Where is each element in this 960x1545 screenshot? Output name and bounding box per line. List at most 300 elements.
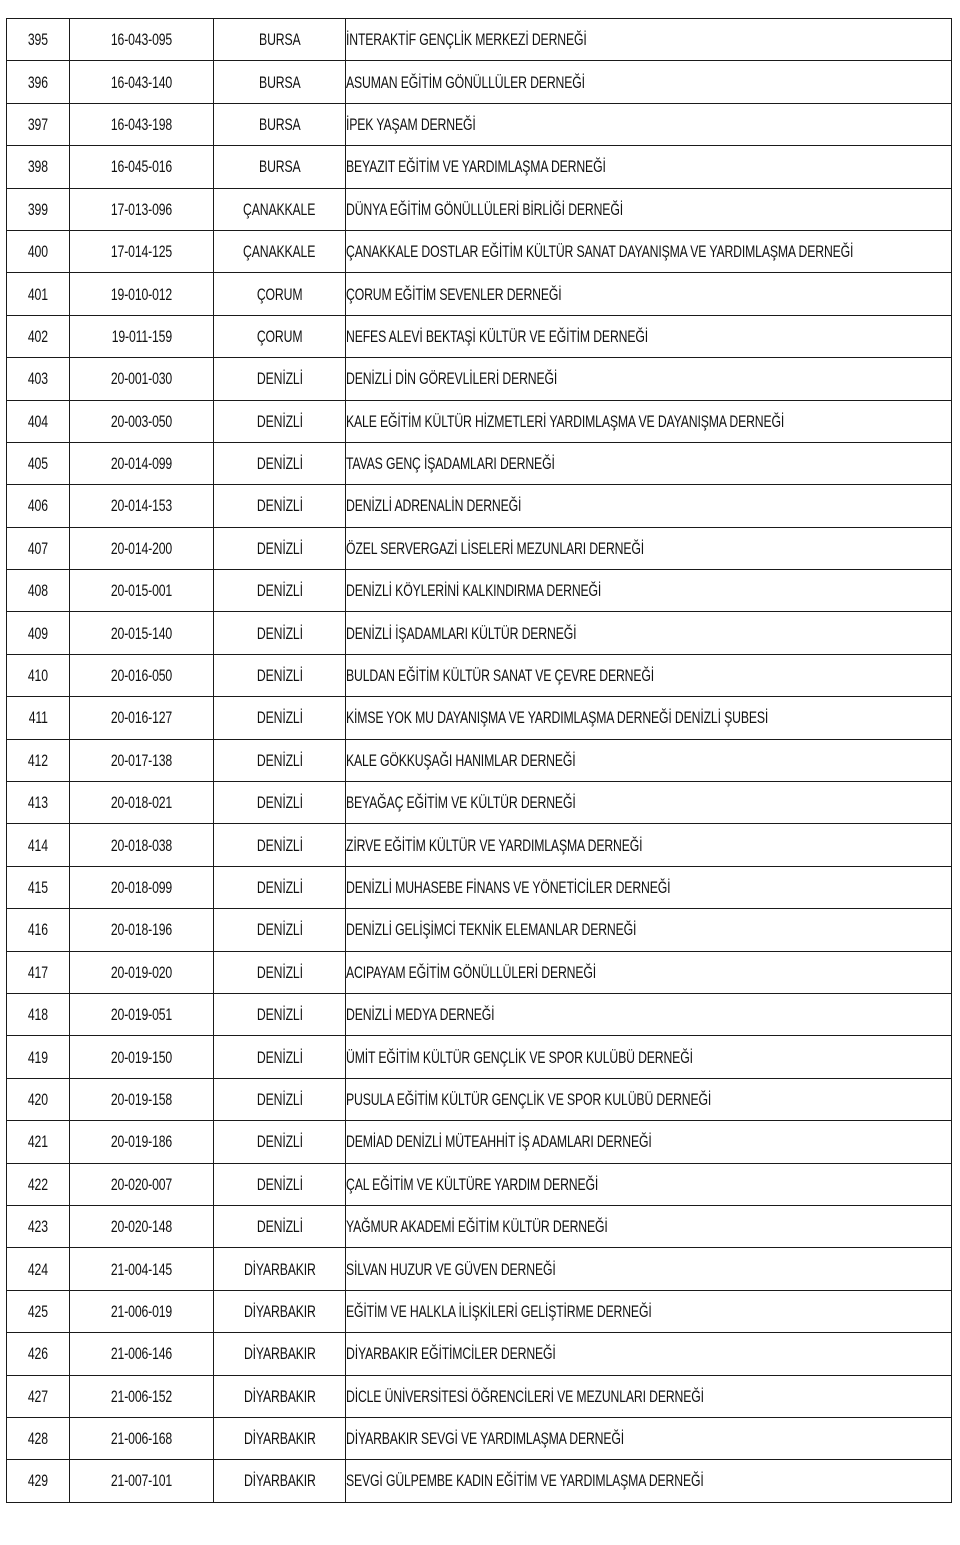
association-name-text: ÜMİT EĞİTİM KÜLTÜR GENÇLİK VE SPOR KULÜBÜ DERNEĞİ (346, 1047, 693, 1067)
association-name-text: DENİZLİ MEDYA DERNEĞİ (346, 1005, 495, 1025)
registry-code-text: 20-019-150 (110, 1047, 173, 1067)
row-number-text: 411 (28, 708, 48, 728)
registry-code-cell (70, 527, 214, 569)
association-name-cell (346, 400, 952, 442)
row-number-text: 415 (27, 878, 48, 897)
table-row (7, 993, 952, 1035)
association-name-cell (346, 739, 952, 781)
city-text: DENİZLİ (256, 1174, 303, 1194)
association-name-cell (346, 782, 952, 824)
association-name-cell (346, 612, 952, 654)
association-name-text: DİCLE ÜNİVERSİTESİ ÖĞRENCİLERİ VE MEZUNLARI DERNEĞİ (346, 1386, 704, 1406)
city-text: DENİZLİ (256, 793, 303, 813)
association-name-text: PUSULA EĞİTİM KÜLTÜR GENÇLİK VE SPOR KULÜBÜ DERNEĞİ (346, 1089, 712, 1109)
registry-code-cell (70, 1460, 214, 1502)
city-cell (214, 570, 346, 612)
city-text: DENİZLİ (256, 878, 303, 897)
city-cell (214, 951, 346, 993)
row-number-text: 418 (27, 1005, 48, 1025)
registry-code-text: 20-018-021 (110, 793, 173, 813)
table-row (7, 739, 952, 781)
city-cell (214, 866, 346, 908)
row-number-text: 426 (27, 1344, 48, 1364)
registry-code-text: 20-019-186 (110, 1132, 173, 1152)
association-name-text: ACIPAYAM EĞİTİM GÖNÜLLÜLERİ DERNEĞİ (346, 962, 597, 982)
row-number-cell (7, 527, 70, 569)
registry-code-cell (70, 273, 214, 315)
city-cell (214, 273, 346, 315)
row-number-text: 404 (27, 411, 48, 431)
registry-code-text: 17-014-125 (110, 242, 173, 262)
row-number-cell (7, 19, 70, 61)
table-row (7, 315, 952, 357)
table-row (7, 697, 952, 739)
association-name-text: KİMSE YOK MU DAYANIŞMA VE YARDIMLAŞMA DERNEĞİ DENİZLİ ŞUBESİ (346, 708, 769, 728)
association-name-text: ÖZEL SERVERGAZİ LİSELERİ MEZUNLARI DERNEĞİ (346, 538, 644, 558)
city-cell (214, 1460, 346, 1502)
association-name-text: ÇORUM EĞİTİM SEVENLER DERNEĞİ (346, 284, 562, 304)
registry-code-text: 21-006-019 (110, 1301, 173, 1321)
registry-code-text: 20-001-030 (110, 369, 173, 389)
association-name-text: NEFES ALEVİ BEKTAŞİ KÜLTÜR VE EĞİTİM DERNEĞİ (346, 326, 649, 346)
table-row (7, 1036, 952, 1078)
registry-code-cell (70, 1078, 214, 1120)
city-text: DENİZLİ (256, 369, 303, 389)
table-row (7, 230, 952, 272)
registry-code-text: 20-003-050 (110, 411, 173, 431)
row-number-text: 408 (27, 581, 48, 601)
row-number-cell (7, 146, 70, 188)
city-text: DENİZLİ (256, 1132, 303, 1152)
city-cell (214, 358, 346, 400)
city-text: DENİZLİ (256, 1047, 303, 1067)
city-cell (214, 824, 346, 866)
city-cell (214, 1121, 346, 1163)
table-row (7, 1205, 952, 1247)
registry-code-cell (70, 103, 214, 145)
row-number-text: 422 (27, 1174, 48, 1194)
table-row (7, 1163, 952, 1205)
registry-code-text: 20-017-138 (110, 750, 173, 770)
city-text: DENİZLİ (256, 538, 303, 558)
registry-code-text: 21-007-101 (110, 1471, 173, 1491)
row-number-cell (7, 315, 70, 357)
registry-code-text: 21-006-168 (110, 1429, 173, 1449)
city-text: DENİZLİ (256, 623, 303, 643)
registry-code-text: 20-020-148 (110, 1217, 173, 1237)
registry-code-cell (70, 909, 214, 951)
registry-code-cell (70, 654, 214, 696)
registry-code-cell (70, 1290, 214, 1332)
city-text: DİYARBAKIR (243, 1259, 316, 1279)
row-number-text: 429 (27, 1471, 48, 1491)
registry-code-cell (70, 612, 214, 654)
table-row (7, 400, 952, 442)
city-text: DENİZLİ (256, 1217, 303, 1237)
row-number-text: 424 (27, 1259, 48, 1279)
city-text: BURSA (258, 72, 301, 92)
registry-code-text: 20-019-158 (110, 1089, 173, 1109)
row-number-text: 406 (27, 496, 48, 516)
association-name-cell (346, 1205, 952, 1247)
registry-code-text: 20-016-050 (110, 666, 173, 686)
city-cell (214, 527, 346, 569)
table-row (7, 1417, 952, 1459)
registry-code-cell (70, 400, 214, 442)
city-text: DİYARBAKIR (243, 1386, 316, 1406)
registry-code-text: 21-006-152 (110, 1386, 173, 1406)
city-cell (214, 697, 346, 739)
registry-code-cell (70, 358, 214, 400)
table-row (7, 358, 952, 400)
registry-code-cell (70, 570, 214, 612)
row-number-text: 428 (27, 1429, 48, 1449)
registry-code-cell (70, 188, 214, 230)
association-name-cell (346, 697, 952, 739)
city-cell (214, 103, 346, 145)
association-name-cell (346, 1375, 952, 1417)
association-name-text: ZİRVE EĞİTİM KÜLTÜR VE YARDIMLAŞMA DERNEĞİ (346, 835, 643, 855)
table-row (7, 1248, 952, 1290)
association-name-cell (346, 1460, 952, 1502)
city-text: DENİZLİ (256, 920, 303, 940)
row-number-text: 399 (27, 199, 48, 219)
registry-code-cell (70, 866, 214, 908)
city-text: ÇANAKKALE (243, 242, 316, 262)
row-number-text: 410 (27, 666, 48, 686)
association-name-cell (346, 866, 952, 908)
registry-code-cell (70, 1375, 214, 1417)
city-text: ÇORUM (256, 326, 303, 346)
registry-code-cell (70, 442, 214, 484)
association-name-text: DENİZLİ GELİŞİMCİ TEKNİK ELEMANLAR DERNEĞİ (346, 920, 637, 940)
row-number-text: 396 (27, 72, 48, 92)
registry-code-cell (70, 824, 214, 866)
registry-code-text: 20-019-020 (110, 962, 173, 982)
row-number-cell (7, 358, 70, 400)
registry-code-text: 20-014-099 (110, 454, 173, 474)
city-cell (214, 1375, 346, 1417)
association-name-cell (346, 230, 952, 272)
association-name-text: DEMİAD DENİZLİ MÜTEAHHİT İŞ ADAMLARI DERNEĞİ (346, 1132, 652, 1152)
row-number-cell (7, 273, 70, 315)
table-row (7, 146, 952, 188)
registry-code-text: 20-015-001 (110, 581, 173, 601)
row-number-text: 409 (27, 623, 48, 643)
table-row (7, 782, 952, 824)
association-name-text: EĞİTİM VE HALKLA İLİŞKİLERİ GELİŞTİRME DERNEĞİ (346, 1301, 652, 1321)
city-cell (214, 1417, 346, 1459)
registry-code-text: 20-014-153 (110, 496, 173, 516)
association-name-cell (346, 824, 952, 866)
registry-code-cell (70, 1333, 214, 1375)
registry-code-cell (70, 993, 214, 1035)
association-name-cell (346, 61, 952, 103)
table-row (7, 273, 952, 315)
registry-code-cell (70, 1248, 214, 1290)
city-text: DENİZLİ (256, 411, 303, 431)
row-number-text: 421 (27, 1132, 48, 1152)
row-number-cell (7, 1078, 70, 1120)
association-name-cell (346, 1078, 952, 1120)
row-number-cell (7, 1290, 70, 1332)
registry-code-text: 20-018-099 (110, 878, 173, 897)
city-cell (214, 1163, 346, 1205)
table-row (7, 1121, 952, 1163)
association-name-text: KALE EĞİTİM KÜLTÜR HİZMETLERİ YARDIMLAŞMA VE DAYANIŞMA DERNEĞİ (346, 411, 785, 431)
city-cell (214, 612, 346, 654)
row-number-cell (7, 866, 70, 908)
table-row (7, 1333, 952, 1375)
row-number-text: 427 (27, 1386, 48, 1406)
association-name-text: BEYAĞAÇ EĞİTİM VE KÜLTÜR DERNEĞİ (346, 793, 576, 813)
row-number-cell (7, 442, 70, 484)
row-number-cell (7, 612, 70, 654)
table-row (7, 1460, 952, 1502)
row-number-cell (7, 782, 70, 824)
city-cell (214, 909, 346, 951)
registry-code-text: 16-043-198 (110, 114, 173, 134)
association-name-cell (346, 951, 952, 993)
registry-code-cell (70, 951, 214, 993)
association-name-text: TAVAS GENÇ İŞADAMLARI DERNEĞİ (346, 454, 555, 474)
city-cell (214, 19, 346, 61)
row-number-cell (7, 1036, 70, 1078)
registry-code-text: 21-006-146 (110, 1344, 173, 1364)
table-row (7, 909, 952, 951)
registry-code-cell (70, 1163, 214, 1205)
row-number-text: 403 (27, 369, 48, 389)
association-name-cell (346, 1036, 952, 1078)
association-name-cell (346, 146, 952, 188)
registry-code-cell (70, 61, 214, 103)
row-number-cell (7, 61, 70, 103)
association-name-text: DENİZLİ DİN GÖREVLİLERİ DERNEĞİ (346, 369, 558, 389)
table-row (7, 824, 952, 866)
registry-code-text: 21-004-145 (110, 1259, 173, 1279)
table-row (7, 485, 952, 527)
city-cell (214, 1078, 346, 1120)
registry-code-cell (70, 1121, 214, 1163)
registry-code-cell (70, 697, 214, 739)
row-number-cell (7, 1121, 70, 1163)
city-text: BURSA (258, 157, 301, 177)
city-text: BURSA (258, 114, 301, 134)
city-text: DENİZLİ (256, 666, 303, 686)
city-text: DENİZLİ (256, 496, 303, 516)
row-number-cell (7, 697, 70, 739)
city-cell (214, 739, 346, 781)
registry-code-text: 19-011-159 (111, 326, 172, 346)
association-name-cell (346, 993, 952, 1035)
registry-code-cell (70, 1417, 214, 1459)
association-name-text: SEVGİ GÜLPEMBE KADIN EĞİTİM VE YARDIMLAŞMA DERNEĞİ (346, 1471, 704, 1491)
table-row (7, 61, 952, 103)
row-number-text: 412 (27, 750, 48, 770)
association-name-text: ÇAL EĞİTİM VE KÜLTÜRE YARDIM DERNEĞİ (346, 1174, 599, 1194)
registry-code-text: 16-043-140 (110, 72, 173, 92)
registry-code-text: 19-010-012 (110, 284, 173, 304)
city-text: ÇORUM (256, 284, 303, 304)
row-number-cell (7, 485, 70, 527)
registry-code-cell (70, 146, 214, 188)
association-name-text: BULDAN EĞİTİM KÜLTÜR SANAT VE ÇEVRE DERNEĞİ (346, 666, 655, 686)
city-cell (214, 1290, 346, 1332)
association-name-text: BEYAZIT EĞİTİM VE YARDIMLAŞMA DERNEĞİ (346, 157, 606, 177)
row-number-text: 398 (27, 157, 48, 177)
association-name-text: DİYARBAKIR EĞİTİMCİLER DERNEĞİ (346, 1344, 556, 1364)
registry-code-cell (70, 1205, 214, 1247)
row-number-cell (7, 1375, 70, 1417)
table-row (7, 527, 952, 569)
registry-code-text: 20-018-038 (110, 835, 173, 855)
row-number-cell (7, 739, 70, 781)
association-name-text: İPEK YAŞAM DERNEĞİ (346, 114, 476, 134)
city-cell (214, 1333, 346, 1375)
row-number-text: 395 (27, 30, 48, 50)
city-text: DİYARBAKIR (243, 1429, 316, 1449)
association-name-cell (346, 1333, 952, 1375)
row-number-cell (7, 570, 70, 612)
registry-code-cell (70, 782, 214, 824)
row-number-cell (7, 993, 70, 1035)
table-row (7, 188, 952, 230)
row-number-cell (7, 909, 70, 951)
city-cell (214, 1205, 346, 1247)
city-cell (214, 146, 346, 188)
row-number-text: 402 (27, 326, 48, 346)
row-number-cell (7, 188, 70, 230)
row-number-text: 413 (27, 793, 48, 813)
association-name-cell (346, 654, 952, 696)
association-name-text: SİLVAN HUZUR VE GÜVEN DERNEĞİ (346, 1259, 556, 1279)
registry-code-text: 20-016-127 (110, 708, 173, 728)
city-cell (214, 61, 346, 103)
association-name-cell (346, 527, 952, 569)
city-cell (214, 782, 346, 824)
city-cell (214, 1248, 346, 1290)
registry-code-text: 16-043-095 (110, 30, 173, 50)
association-name-text: YAĞMUR AKADEMİ EĞİTİM KÜLTÜR DERNEĞİ (346, 1217, 608, 1237)
city-text: DENİZLİ (256, 581, 303, 601)
association-name-cell (346, 1163, 952, 1205)
table-body (7, 19, 952, 1503)
table-row (7, 612, 952, 654)
association-name-text: DÜNYA EĞİTİM GÖNÜLLÜLERİ BİRLİĞİ DERNEĞİ (346, 199, 623, 219)
table-row (7, 1078, 952, 1120)
city-text: DİYARBAKIR (243, 1301, 316, 1321)
row-number-text: 414 (27, 835, 48, 855)
row-number-cell (7, 1460, 70, 1502)
city-text: DİYARBAKIR (243, 1471, 316, 1491)
city-text: DENİZLİ (256, 708, 303, 728)
row-number-cell (7, 654, 70, 696)
city-text: DENİZLİ (256, 1089, 303, 1109)
association-name-cell (346, 1290, 952, 1332)
registry-code-text: 16-045-016 (110, 157, 173, 177)
city-text: DENİZLİ (256, 962, 303, 982)
table-row (7, 654, 952, 696)
association-name-cell (346, 1417, 952, 1459)
city-cell (214, 1036, 346, 1078)
city-text: BURSA (258, 30, 301, 50)
table-row (7, 1290, 952, 1332)
row-number-cell (7, 230, 70, 272)
table-row (7, 570, 952, 612)
association-name-cell (346, 909, 952, 951)
city-cell (214, 993, 346, 1035)
association-name-cell (346, 188, 952, 230)
city-text: DENİZLİ (256, 835, 303, 855)
registry-code-cell (70, 1036, 214, 1078)
city-cell (214, 400, 346, 442)
city-cell (214, 485, 346, 527)
city-cell (214, 442, 346, 484)
city-cell (214, 315, 346, 357)
registry-code-text: 20-015-140 (110, 623, 173, 643)
registry-code-text: 20-014-200 (110, 538, 173, 558)
registry-code-cell (70, 230, 214, 272)
row-number-text: 420 (27, 1089, 48, 1109)
city-cell (214, 230, 346, 272)
city-text: DENİZLİ (256, 750, 303, 770)
association-name-cell (346, 19, 952, 61)
city-text: ÇANAKKALE (243, 199, 316, 219)
row-number-text: 416 (27, 920, 48, 940)
row-number-text: 405 (27, 454, 48, 474)
row-number-cell (7, 1205, 70, 1247)
row-number-text: 425 (27, 1301, 48, 1321)
row-number-text: 400 (27, 242, 48, 262)
row-number-cell (7, 951, 70, 993)
row-number-text: 407 (27, 538, 48, 558)
row-number-text: 397 (27, 114, 48, 134)
row-number-cell (7, 824, 70, 866)
row-number-text: 417 (27, 962, 48, 982)
table-row (7, 103, 952, 145)
association-name-cell (346, 442, 952, 484)
association-name-text: DİYARBAKIR SEVGİ VE YARDIMLAŞMA DERNEĞİ (346, 1429, 625, 1449)
association-name-text: İNTERAKTİF GENÇLİK MERKEZİ DERNEĞİ (346, 30, 587, 50)
association-name-text: DENİZLİ ADRENALİN DERNEĞİ (346, 496, 522, 516)
association-name-cell (346, 1248, 952, 1290)
table-row (7, 442, 952, 484)
association-name-text: KALE GÖKKUŞAĞI HANIMLAR DERNEĞİ (346, 750, 576, 770)
association-name-text: DENİZLİ İŞADAMLARI KÜLTÜR DERNEĞİ (346, 623, 577, 643)
city-text: DİYARBAKIR (243, 1344, 316, 1364)
association-name-text: ASUMAN EĞİTİM GÖNÜLLÜLER DERNEĞİ (346, 72, 585, 92)
association-name-cell (346, 358, 952, 400)
table-row (7, 19, 952, 61)
registry-code-text: 17-013-096 (110, 199, 173, 219)
registry-code-cell (70, 315, 214, 357)
row-number-text: 423 (27, 1217, 48, 1237)
association-name-text: DENİZLİ KÖYLERİNİ KALKINDIRMA DERNEĞİ (346, 581, 602, 601)
association-name-text: ÇANAKKALE DOSTLAR EĞİTİM KÜLTÜR SANAT DAYANIŞMA VE YARDIMLAŞMA DERNEĞİ (346, 242, 854, 262)
row-number-cell (7, 1248, 70, 1290)
table-row (7, 951, 952, 993)
association-name-cell (346, 570, 952, 612)
association-name-cell (346, 1121, 952, 1163)
registry-code-cell (70, 485, 214, 527)
registry-code-text: 20-020-007 (110, 1174, 173, 1194)
city-text: DENİZLİ (256, 454, 303, 474)
association-name-text: DENİZLİ MUHASEBE FİNANS VE YÖNETİCİLER DERNEĞİ (346, 878, 671, 897)
association-table (6, 18, 952, 1503)
association-name-cell (346, 273, 952, 315)
row-number-text: 419 (27, 1047, 48, 1067)
row-number-text: 401 (27, 284, 48, 304)
